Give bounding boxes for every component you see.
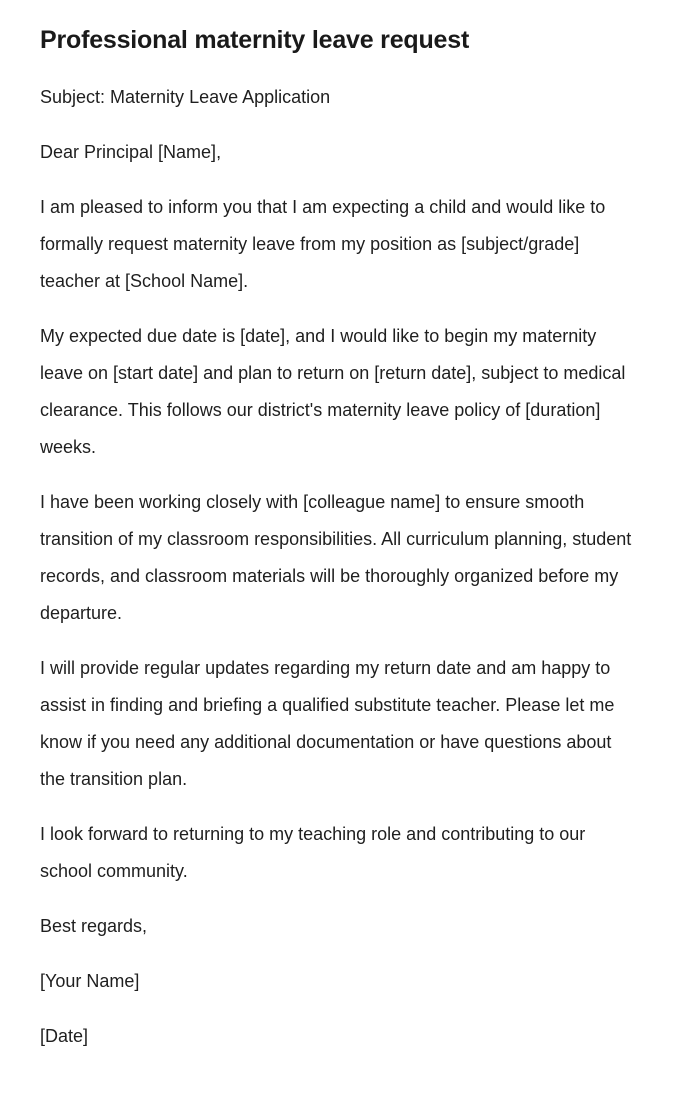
letter-subject-line: Subject: Maternity Leave Application: [40, 86, 331, 107]
letter-signature-date: [Date]: [40, 1025, 89, 1046]
letter-paragraph-closing: I look forward to returning to my teaching role and contributing to our school community.: [40, 823, 586, 881]
letter-paragraph-updates: I will provide regular updates regarding my return date and am happy to assist in finding and briefing a qualified substitute teacher. Please let me know if you need any additional documentation or have questions about the transition plan.: [40, 657, 615, 789]
letter-paragraph-transition: I have been working closely with [colleague name] to ensure smooth transition of my classroom responsibilities. All curriculum planning, student records, and classroom materials will be thoroughly organized before my departure.: [40, 491, 632, 623]
letter-paragraph-dates: My expected due date is [date], and I would like to begin my maternity leave on [start date] and plan to return on [return date], subject to medical clearance. This follows our district's maternity leave policy of [duration] weeks.: [40, 325, 626, 457]
letter-salutation: Dear Principal [Name],: [40, 141, 222, 162]
letter-sign-off: Best regards,: [40, 915, 148, 936]
letter-paragraph-opening: I am pleased to inform you that I am expecting a child and would like to formally request maternity leave from my position as [subject/grade] teacher at [School Name].: [40, 196, 606, 291]
page-title: Professional maternity leave request: [40, 26, 470, 54]
letter-body: [40, 79, 640, 1055]
letter-signature-name: [Your Name]: [40, 970, 140, 991]
